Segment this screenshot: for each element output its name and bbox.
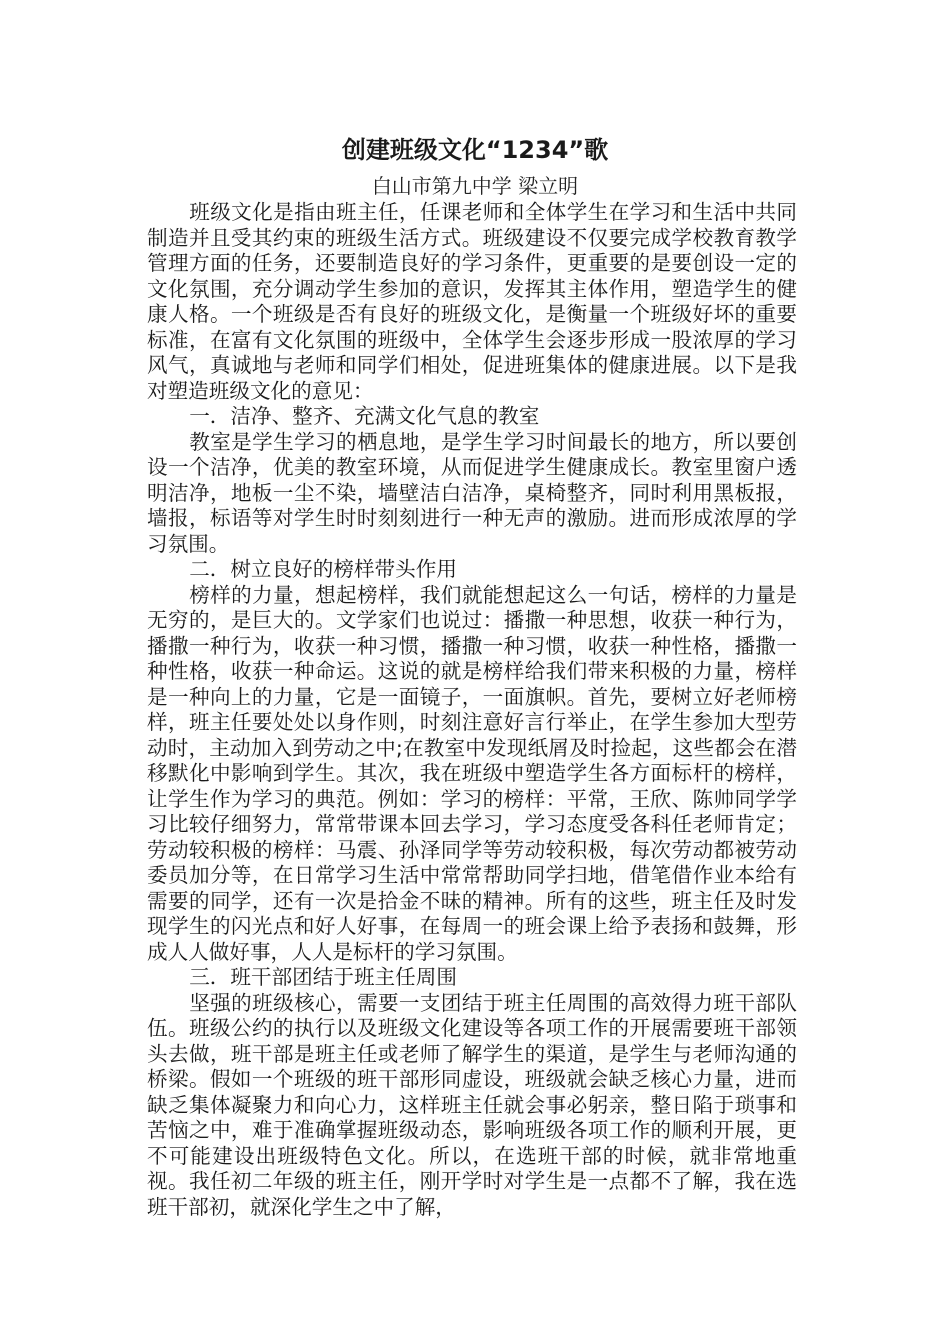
section-heading-3: 三．班干部团结于班主任周围 (189, 965, 457, 989)
document-body (147, 200, 797, 1220)
section-heading-1: 一．洁净、整齐、充满文化气息的教室 (189, 404, 540, 428)
paragraph-section-2: 榜样的力量，想起榜样，我们就能想起这么一句话，榜样的力量是无穷的，是巨大的。文学家们也说过：播撒一种思想，收获一种行为，播撒一种行为，收获一种习惯，播撒一种习惯，收获一种性格，播撒一种性格，收获一种命运。这说的就是榜样给我们带来积极的力量，榜样是一种向上的力量，它是一面镜子，一面旗帜。首先，要树立好老师榜样，班主任要处处以身作则，时刻注意好言行举止，在学生参加大型劳动时，主动加入到劳动之中;在教室中发现纸屑及时捡起，这些都会在潜移默化中影响到学生。其次，我在班级中塑造学生各方面标杆的榜样，让学生作为学习的典范。例如：学习的榜样：平常，王欣、陈帅同学学习比较仔细努力，常常带课本回去学习，学习态度受各科任老师肯定；劳动较积极的榜样：马震、孙泽同学等劳动较积极，每次劳动都被劳动委员加分等，在日常学习生活中常常帮助同学扫地，借笔借作业本给有需要的同学，还有一次是拾金不昧的精神。所有的这些，班主任及时发现学生的闪光点和好人好事，在每周一的班会课上给予表扬和鼓舞，形成人人做好事，人人是标杆的学习氛围。 (147, 582, 797, 964)
paragraph-section-1: 教室是学生学习的栖息地，是学生学习时间最长的地方，所以要创设一个洁净，优美的教室环境，从而促进学生健康成长。教室里窗户透明洁净，地板一尘不染，墙壁洁白洁净，桌椅整齐，同时利用黑板报，墙报，标语等对学生时时刻刻进行一种无声的激励。进而形成浓厚的学习氛围。 (147, 429, 797, 556)
section-heading-2: 二．树立良好的榜样带头作用 (189, 557, 457, 581)
document-title: 创建班级文化“1234”歌 (341, 136, 609, 164)
document-author: 白山市第九中学 梁立明 (371, 174, 579, 198)
paragraph-intro: 班级文化是指由班主任，任课老师和全体学生在学习和生活中共同制造并且受其约束的班级生活方式。班级建设不仅要完成学校教育教学管理方面的任务，还要制造良好的学习条件，更重要的是要创设一定的文化氛围，充分调动学生参加的意识，发挥其主体作用，塑造学生的健康人格。一个班级是否有良好的班级文化，是衡量一个班级好坏的重要标准，在富有文化氛围的班级中，全体学生会逐步形成一股浓厚的学习风气，真诚地与老师和同学们相处，促进班集体的健康进展。以下是我对塑造班级文化的意见： (147, 200, 797, 403)
paragraph-section-3: 坚强的班级核心，需要一支团结于班主任周围的高效得力班干部队伍。班级公约的执行以及班级文化建设等各项工作的开展需要班干部领头去做，班干部是班主任或老师了解学生的渠道，是学生与老师沟通的桥梁。假如一个班级的班干部形同虚设，班级就会缺乏核心力量，进而缺乏集体凝聚力和向心力，这样班主任就会事必躬亲，整日陷于琐事和苦恼之中，难于准确掌握班级动态，影响班级各项工作的顺利开展，更不可能建设出班级特色文化。所以，在选班干部的时候，就非常地重视。我任初二年级的班主任，刚开学时对学生是一点都不了解，我在选班干部初，就深化学生之中了解， (147, 990, 797, 1219)
